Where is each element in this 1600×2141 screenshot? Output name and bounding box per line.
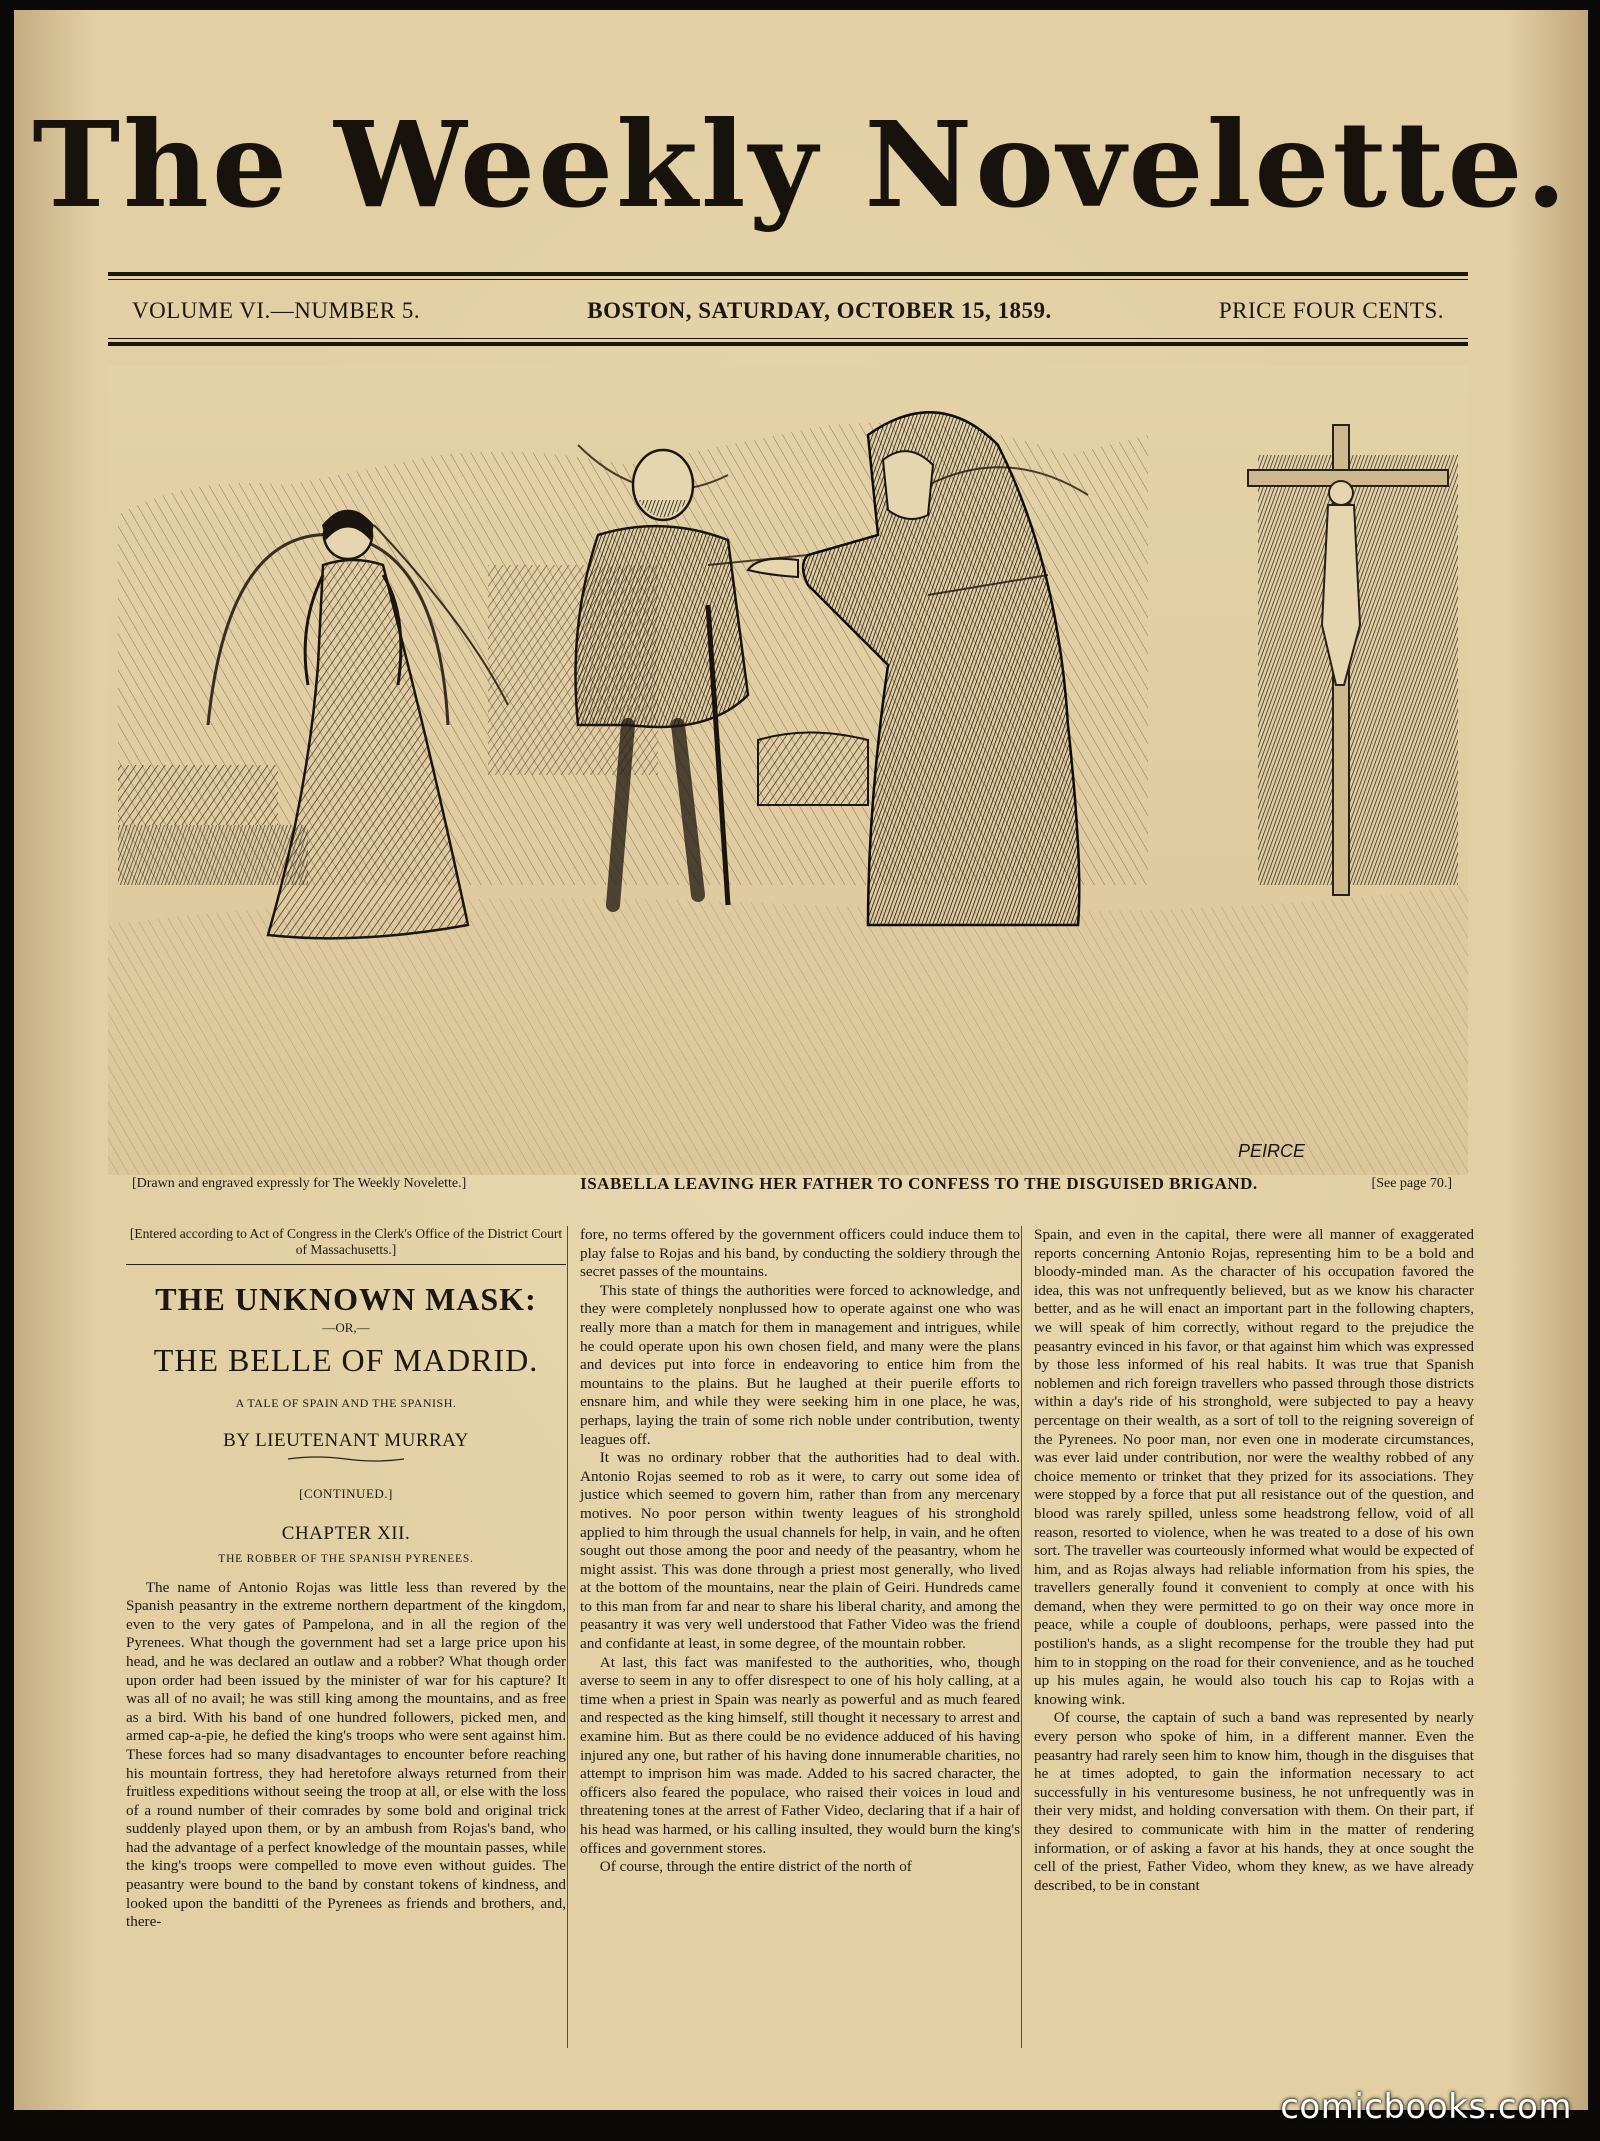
place-date: BOSTON, SATURDAY, OCTOBER 15, 1859.: [587, 298, 1052, 323]
story-title: THE UNKNOWN MASK:: [155, 1281, 537, 1317]
masthead-title: The Weekly Novelette.: [32, 95, 1570, 234]
or-separator: —OR,—: [322, 1320, 370, 1335]
column-3-paragraph: Of course, the captain of such a band was represented by nearly every person who spoke of him, in a different manner. Even the peasantry had rarely seen him to know him, though in the disguises that he at times adopted, to gain the information necessary to act successfully in his venturesome business, he not unfrequently was in their very midst, and holding conversation with them. On their part, if they desired to communicate with him in the matter of rendering information, or of asking a favor at his hands, they at once sought the cell of the priest, Father Video, whom they knew, as we have already described, to be in constant: [1034, 1709, 1474, 1894]
column-2-paragraph: Of course, through the entire district of the north of: [599, 1858, 912, 1876]
dateline: [132, 295, 1444, 327]
crucifix-niche: [1248, 425, 1458, 895]
column-1-paragraph: The name of Antonio Rojas was little less than revered by the Spanish peasantry in the extreme northern department of the kingdom, even to the very gates of Pampelona, and in all the region of the Pyrenees. What though the government had set a large price upon his head, and he was declared an outlaw and a robber? What though order upon order had been issued by the minister of war for his capture? It was all of no avail; he was still king among the mountains, and as free as a bird. With his band of one hundred followers, picked men, and armed cap-a-pie, he defied the king's troops who were sent against him. These forces had so many disadvantages to encounter before reaching his mountain fortress, they had heretofore always returned from their fruitless expeditions without seeing the troop at all, or else with the loss of a round number of their comrades by some bold and original trick suddenly played upon them, or by an ambush from Rojas's band, who had the advantage of a perfect knowledge of the mountain passes, while the king's troops were compelled to move even without guides. The peasantry were bound to the band by constant tokens of kindness, and looked upon the banditti of the Pyrenees as friends and brothers, and, there-: [126, 1578, 566, 1931]
volume-number: VOLUME VI.—NUMBER 5.: [132, 298, 421, 323]
engraving-credit: [Drawn and engraved expressly for The Weekly Novelette.]: [132, 1176, 467, 1191]
dateline-rule-thin: [108, 338, 1468, 339]
column-2-paragraph: This state of things the authorities were forced to acknowledge, and they were completely nonplussed how to operate against one who was really more than a match for them in management and intrigues, while he could operate upon his own chosen field, and many were the plans and devices put into force in endeavoring to entice him from the mountains to the plains. But he laughed at their puerile efforts to ensnare him, and while they were seeking him in one place, he was, perhaps, laying the train of some rich noble under contribution, twenty leagues off.: [580, 1281, 1020, 1448]
engraving-scene: [108, 365, 1468, 1175]
copyright-notice: [Entered according to Act of Congress in the Clerk's Office of the District Court of Massachusetts.]: [129, 1226, 563, 1257]
continued-label: [CONTINUED.]: [299, 1485, 393, 1501]
column-rule-1: [567, 1226, 568, 2048]
notice-rule: [126, 1264, 566, 1265]
column-3-paragraph: Spain, and even in the capital, there were all manner of exaggerated reports concerning Antonio Rojas, representing him to be a bold and bloody-minded man. As the character of his occupation favored the idea, this was not unfrequently believed, but as we know his character better, and as he will enact an important part in the following chapters, we will speak of him correctly, without regard to the prejudice the peasantry evinced in his favor, or that against him which was expressed by those less informed of his real habits. It was true that Spanish noblemen and rich foreign travellers who passed through those districts within a day's ride of his stronghold, were subjected to pay a heavy percentage on their wealth, as a sort of toll to the reigning sovereign of the Pyrenees. No poor man, nor even one in moderate circumstances, was ever laid under contribution, nor were the wealthy robbed of any choice memento or trinket that they prized for its associations. They were stopped by a force that put all resistance out of the question, and blood was rarely spilled, unless some headstrong fellow, void of all reason, resorted to violence, when he was treated to a dose of his own sort. The traveller was courteously informed what would be expected of him, and as Rojas always had reliable information from his spies, the travellers generally found it convenient to comply at once with his demand, when they were permitted to go on their way once more in peace, while a couple of doubloons, perhaps, were passed into the postilion's hands, as a slight recompense for the trouble they had put him to in stopping on the road for their convenience, and as he touched up his mules again, he would also touch his cap to Rojas with a knowing wink.: [1034, 1226, 1474, 1708]
engraver-signature: PEIRCE: [1238, 1141, 1306, 1161]
engraving-illustration: [108, 365, 1468, 1175]
column-2-paragraph: At last, this fact was manifested to the authorities, who, though averse to seem in any to offer disrespect to one of his holy calling, at a time when a priest in Spain was nearly as powerful and as much feared and respected as the king himself, still thought it necessary to arrest and examine him. But as there could be no evidence adduced of his having injured any one, but rather of his having done innumerable charities, no attempt to imprison him was made. Added to his sacred character, the officers also feared the populace, who raised their voices in loud and threatening tones at the arrest of Father Video, declaring that if a hair of his head was harmed, or his calling insulted, they would burn the king's offices and government stores.: [580, 1653, 1020, 1857]
byline: BY LIEUTENANT MURRAY: [223, 1430, 469, 1452]
column-rule-2: [1021, 1226, 1022, 2048]
column-2-paragraph: It was no ordinary robber that the authorities had to deal with. Antonio Rojas seemed to rob as it were, to carry out some idea of justice which seemed to govern him, rather than from any mercenary motives. No poor person within twenty leagues of his stronghold applied to him through the usual channels for help, in vain, and he often sought out those among the poor and needy of the peasantry, whom he might assist. This was done through a priest most generally, who lived at the bottom of the mountains, near the plain of Geiri. Hundreds came to this man from far and near to share his liberal charity, and among the peasantry it was very well understood that Father Video was the friend and confidante at least, in some degree, of the mountain robber.: [580, 1449, 1020, 1653]
caption-text: ISABELLA LEAVING HER FATHER TO CONFESS TO THE DISGUISED BRIGAND.: [580, 1174, 1258, 1193]
byline-swash: [286, 1455, 406, 1463]
masthead-rule-top: [108, 272, 1468, 276]
column-2: [580, 1226, 1020, 1877]
site-watermark: comicbooks.com: [1280, 2087, 1572, 2127]
see-page: [See page 70.]: [1371, 1176, 1452, 1191]
chapter-heading: CHAPTER XII.: [281, 1523, 411, 1545]
story-subtitle: THE BELLE OF MADRID.: [153, 1341, 539, 1378]
illustration-caption: [132, 1172, 1452, 1196]
newspaper-page: [14, 10, 1588, 2110]
column-2-paragraph: fore, no terms offered by the government officers could induce them to play false to Rojas and his band, by conducting the soldiery through the secret passes of the mountains.: [580, 1226, 1020, 1281]
column-1: [126, 1226, 566, 1932]
masthead-rule-top-thin: [108, 279, 1468, 280]
tale-line: A TALE OF SPAIN AND THE SPANISH.: [235, 1395, 457, 1410]
dateline-rule-bottom: [108, 342, 1468, 346]
price: PRICE FOUR CENTS.: [1218, 298, 1444, 323]
chest: [758, 733, 868, 806]
chapter-title: THE ROBBER OF THE SPANISH PYRENEES.: [218, 1552, 474, 1565]
column-3: [1034, 1226, 1474, 1895]
